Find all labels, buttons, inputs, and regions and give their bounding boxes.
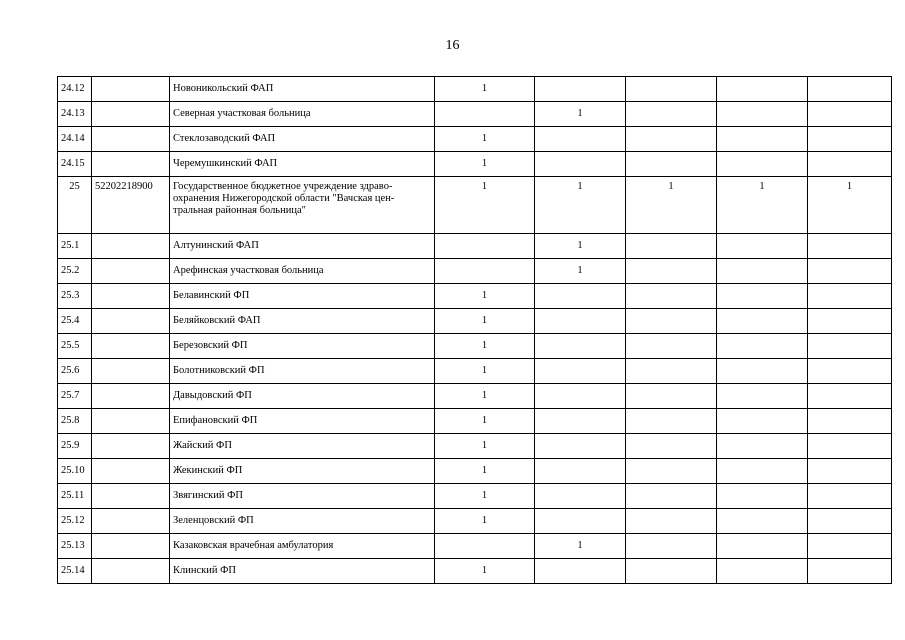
value-cell-3: [626, 409, 717, 434]
registry-code-cell: [92, 259, 170, 284]
value-cell-4: [717, 259, 808, 284]
row-number-cell: 25.10: [58, 459, 92, 484]
value-cell-5: [808, 359, 892, 384]
facility-name-cell: Давыдовский ФП: [170, 384, 435, 409]
registry-code-cell: [92, 309, 170, 334]
value-cell-1: 1: [435, 127, 535, 152]
value-cell-1: 1: [435, 284, 535, 309]
facility-name-cell: Алтунинский ФАП: [170, 234, 435, 259]
facility-name-cell: Северная участковая больница: [170, 102, 435, 127]
value-cell-5: [808, 309, 892, 334]
value-cell-1: [435, 534, 535, 559]
facility-name-cell: Беляйковский ФАП: [170, 309, 435, 334]
facility-name-cell: Белавинский ФП: [170, 284, 435, 309]
value-cell-4: [717, 434, 808, 459]
value-cell-4: [717, 234, 808, 259]
value-cell-1: 1: [435, 77, 535, 102]
value-cell-1: 1: [435, 459, 535, 484]
row-number-cell: 25.1: [58, 234, 92, 259]
value-cell-4: [717, 359, 808, 384]
table-row: [58, 484, 892, 509]
row-number-cell: 25.3: [58, 284, 92, 309]
facility-name-cell: Клинский ФП: [170, 559, 435, 584]
row-number-cell: 25.7: [58, 384, 92, 409]
value-cell-5: [808, 234, 892, 259]
value-cell-1: [435, 102, 535, 127]
table-row: [58, 259, 892, 284]
value-cell-2: [535, 127, 626, 152]
value-cell-4: [717, 77, 808, 102]
value-cell-5: [808, 459, 892, 484]
value-cell-3: [626, 384, 717, 409]
value-cell-5: [808, 484, 892, 509]
value-cell-1: 1: [435, 409, 535, 434]
value-cell-4: [717, 152, 808, 177]
facility-name-cell: Епифановский ФП: [170, 409, 435, 434]
value-cell-2: [535, 459, 626, 484]
facility-name-cell: Звягинский ФП: [170, 484, 435, 509]
value-cell-3: [626, 127, 717, 152]
registry-code-cell: [92, 534, 170, 559]
value-cell-2: [535, 284, 626, 309]
value-cell-1: 1: [435, 484, 535, 509]
value-cell-5: [808, 409, 892, 434]
registry-code-cell: [92, 102, 170, 127]
value-cell-2: 1: [535, 234, 626, 259]
table-row: [58, 284, 892, 309]
value-cell-4: [717, 334, 808, 359]
value-cell-5: [808, 434, 892, 459]
value-cell-3: [626, 359, 717, 384]
table-body: [58, 77, 892, 584]
facility-name-cell: Болотниковский ФП: [170, 359, 435, 384]
row-number-cell: 25.12: [58, 509, 92, 534]
facility-name-cell: Березовский ФП: [170, 334, 435, 359]
table-row: [58, 334, 892, 359]
value-cell-1: 1: [435, 559, 535, 584]
value-cell-5: [808, 102, 892, 127]
value-cell-3: [626, 509, 717, 534]
table-row: [58, 127, 892, 152]
value-cell-3: [626, 259, 717, 284]
registry-code-cell: [92, 509, 170, 534]
value-cell-4: [717, 484, 808, 509]
value-cell-5: [808, 127, 892, 152]
table-row: [58, 77, 892, 102]
table-row: [58, 177, 892, 234]
value-cell-4: [717, 534, 808, 559]
row-number-cell: 24.12: [58, 77, 92, 102]
value-cell-2: 1: [535, 102, 626, 127]
row-number-cell: 24.15: [58, 152, 92, 177]
value-cell-5: [808, 559, 892, 584]
value-cell-3: [626, 459, 717, 484]
value-cell-2: [535, 559, 626, 584]
row-number-cell: 25.4: [58, 309, 92, 334]
table-row: [58, 459, 892, 484]
value-cell-4: [717, 559, 808, 584]
value-cell-2: [535, 409, 626, 434]
registry-code-cell: [92, 359, 170, 384]
table-row: [58, 359, 892, 384]
value-cell-5: [808, 259, 892, 284]
table-row: [58, 309, 892, 334]
registry-code-cell: [92, 152, 170, 177]
value-cell-4: [717, 509, 808, 534]
value-cell-2: [535, 359, 626, 384]
value-cell-3: [626, 77, 717, 102]
value-cell-3: [626, 534, 717, 559]
facility-name-cell: Государственное бюджетное учреждение здраво-охранения Нижегородской области "Вачская цен-тральная районная больница": [170, 177, 435, 234]
row-number-cell: 25.11: [58, 484, 92, 509]
value-cell-4: [717, 409, 808, 434]
facility-name-cell: Жайский ФП: [170, 434, 435, 459]
table-row: [58, 102, 892, 127]
value-cell-3: [626, 152, 717, 177]
facility-name-cell: Казаковская врачебная амбулатория: [170, 534, 435, 559]
value-cell-3: [626, 309, 717, 334]
value-cell-2: [535, 77, 626, 102]
value-cell-4: [717, 127, 808, 152]
value-cell-1: [435, 259, 535, 284]
facility-name-cell: Зеленцовский ФП: [170, 509, 435, 534]
value-cell-4: [717, 459, 808, 484]
value-cell-2: [535, 384, 626, 409]
registry-code-cell: [92, 384, 170, 409]
registry-code-cell: [92, 334, 170, 359]
table-row: [58, 384, 892, 409]
value-cell-4: [717, 102, 808, 127]
row-number-cell: 25: [58, 177, 92, 234]
value-cell-3: 1: [626, 177, 717, 234]
facility-name-cell: Новоникольский ФАП: [170, 77, 435, 102]
row-number-cell: 24.13: [58, 102, 92, 127]
facility-name-cell: Жекинский ФП: [170, 459, 435, 484]
value-cell-1: 1: [435, 434, 535, 459]
value-cell-2: [535, 484, 626, 509]
row-number-cell: 24.14: [58, 127, 92, 152]
value-cell-5: [808, 509, 892, 534]
value-cell-4: [717, 384, 808, 409]
value-cell-5: [808, 384, 892, 409]
value-cell-5: [808, 534, 892, 559]
registry-code-cell: [92, 234, 170, 259]
facility-name-cell: Арефинская участковая больница: [170, 259, 435, 284]
table-row: [58, 152, 892, 177]
value-cell-1: 1: [435, 509, 535, 534]
value-cell-2: [535, 334, 626, 359]
row-number-cell: 25.2: [58, 259, 92, 284]
row-number-cell: 25.5: [58, 334, 92, 359]
value-cell-3: [626, 559, 717, 584]
registry-code-cell: [92, 284, 170, 309]
table-row: [58, 434, 892, 459]
value-cell-3: [626, 434, 717, 459]
facilities-table: [57, 76, 892, 584]
value-cell-3: [626, 102, 717, 127]
table-row: [58, 534, 892, 559]
row-number-cell: 25.13: [58, 534, 92, 559]
value-cell-3: [626, 334, 717, 359]
value-cell-5: [808, 77, 892, 102]
value-cell-5: [808, 334, 892, 359]
row-number-cell: 25.14: [58, 559, 92, 584]
registry-code-cell: [92, 434, 170, 459]
value-cell-1: 1: [435, 359, 535, 384]
registry-code-cell: [92, 409, 170, 434]
table-row: [58, 234, 892, 259]
value-cell-4: 1: [717, 177, 808, 234]
registry-code-cell: [92, 559, 170, 584]
value-cell-2: [535, 434, 626, 459]
table-row: [58, 509, 892, 534]
row-number-cell: 25.9: [58, 434, 92, 459]
value-cell-5: [808, 152, 892, 177]
value-cell-2: 1: [535, 177, 626, 234]
row-number-cell: 25.6: [58, 359, 92, 384]
registry-code-cell: 52202218900: [92, 177, 170, 234]
value-cell-5: 1: [808, 177, 892, 234]
table-row: [58, 409, 892, 434]
registry-code-cell: [92, 459, 170, 484]
facility-name-cell: Стеклозаводский ФАП: [170, 127, 435, 152]
value-cell-3: [626, 484, 717, 509]
registry-code-cell: [92, 127, 170, 152]
row-number-cell: 25.8: [58, 409, 92, 434]
value-cell-3: [626, 234, 717, 259]
value-cell-2: 1: [535, 259, 626, 284]
value-cell-1: [435, 234, 535, 259]
table-row: [58, 559, 892, 584]
registry-code-cell: [92, 77, 170, 102]
value-cell-1: 1: [435, 152, 535, 177]
value-cell-2: [535, 509, 626, 534]
value-cell-1: 1: [435, 334, 535, 359]
facility-name-cell: Черемушкинский ФАП: [170, 152, 435, 177]
value-cell-3: [626, 284, 717, 309]
value-cell-1: 1: [435, 384, 535, 409]
value-cell-1: 1: [435, 177, 535, 234]
value-cell-2: [535, 152, 626, 177]
page-number: 16: [445, 38, 460, 53]
value-cell-1: 1: [435, 309, 535, 334]
value-cell-4: [717, 284, 808, 309]
registry-code-cell: [92, 484, 170, 509]
value-cell-2: [535, 309, 626, 334]
value-cell-5: [808, 284, 892, 309]
value-cell-4: [717, 309, 808, 334]
value-cell-2: 1: [535, 534, 626, 559]
